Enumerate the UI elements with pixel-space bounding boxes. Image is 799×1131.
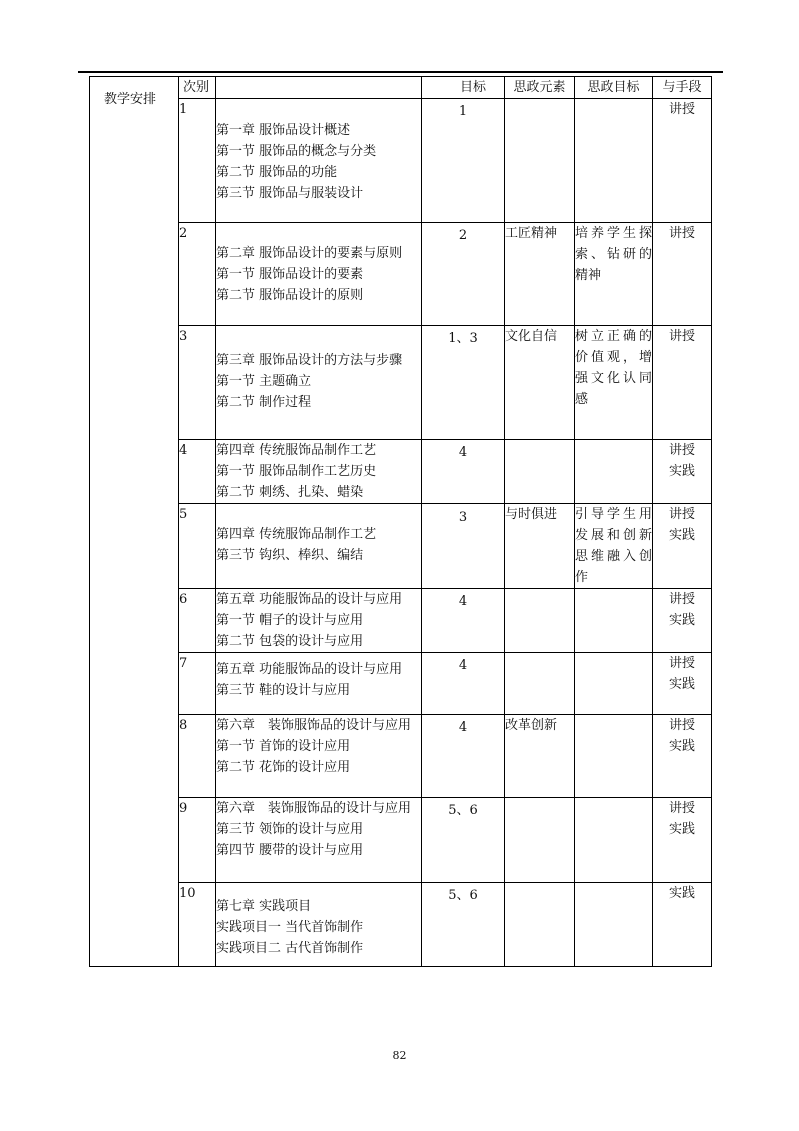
ideological-element — [505, 883, 575, 967]
header-method: 与手段 — [653, 77, 712, 99]
ideological-element — [505, 653, 575, 715]
ideological-element — [505, 798, 575, 883]
target-value: 2 — [422, 223, 505, 326]
chapter-line: 第二节 刺绣、扎染、蜡染 — [216, 485, 364, 500]
table-row — [90, 589, 712, 653]
ideological-element: 改革创新 — [505, 715, 575, 798]
target-value: 4 — [422, 589, 505, 653]
row-number: 2 — [179, 223, 216, 326]
target-value: 5、6 — [422, 798, 505, 883]
method-item: 讲授 — [668, 443, 695, 458]
chapter-line: 第二章 服饰品设计的要素与原则 — [216, 246, 403, 261]
ideological-goal — [575, 715, 653, 798]
chapter-line: 第一章 服饰品设计概述 — [216, 123, 351, 138]
chapter-line: 第一节 服饰品的概念与分类 — [216, 144, 377, 159]
ideological-element — [505, 99, 575, 223]
method-item: 讲授 — [668, 102, 695, 117]
chapter-line: 第四章 传统服饰品制作工艺 — [216, 443, 377, 458]
table-row — [90, 653, 712, 715]
row-number: 1 — [179, 99, 216, 223]
method-item: 讲授 — [668, 656, 695, 671]
chapter-line: 第六章 装饰服饰品的设计与应用 — [216, 801, 412, 816]
teaching-method — [653, 589, 712, 653]
header-goal: 思政目标 — [575, 77, 653, 99]
row-number: 9 — [179, 798, 216, 883]
method-item: 讲授 — [668, 329, 695, 344]
ideological-element — [505, 589, 575, 653]
teaching-method — [653, 504, 712, 589]
chapter-line: 第二节 制作过程 — [216, 395, 312, 410]
row-number: 8 — [179, 715, 216, 798]
chapter-content — [216, 653, 422, 715]
target-value: 4 — [422, 715, 505, 798]
page-number: 82 — [392, 1049, 407, 1062]
ideological-goal: 树立正确的价值观，增强文化认同感 — [575, 326, 653, 440]
method-item: 讲授 — [668, 507, 695, 522]
chapter-line: 实践项目一 当代首饰制作 — [216, 920, 364, 935]
row-number: 3 — [179, 326, 216, 440]
method-item: 实践 — [668, 528, 695, 543]
target-value: 5、6 — [422, 883, 505, 967]
chapter-content — [216, 798, 422, 883]
target-value: 3 — [422, 504, 505, 589]
row-number: 4 — [179, 440, 216, 504]
chapter-content — [216, 223, 422, 326]
ideological-element: 工匠精神 — [505, 223, 575, 326]
ideological-goal: 培养学生探索、钻研的精神 — [575, 223, 653, 326]
table-row — [90, 504, 712, 589]
table-row — [90, 798, 712, 883]
method-item: 实践 — [668, 677, 695, 692]
table-row — [90, 883, 712, 967]
method-item: 实践 — [668, 464, 695, 479]
header-content — [216, 77, 422, 99]
header-element: 思政元素 — [505, 77, 575, 99]
teaching-method — [653, 653, 712, 715]
ideological-goal — [575, 589, 653, 653]
chapter-line: 第一节 服饰品设计的要素 — [216, 267, 364, 282]
chapter-line: 第三章 服饰品设计的方法与步骤 — [216, 353, 403, 368]
row-number: 6 — [179, 589, 216, 653]
ideological-element: 与时俱进 — [505, 504, 575, 589]
ideological-goal — [575, 883, 653, 967]
teaching-method — [653, 798, 712, 883]
teaching-method — [653, 883, 712, 967]
row-number: 7 — [179, 653, 216, 715]
target-value: 4 — [422, 653, 505, 715]
teaching-method — [653, 440, 712, 504]
ideological-element: 文化自信 — [505, 326, 575, 440]
teaching-method — [653, 223, 712, 326]
chapter-line: 第五章 功能服饰品的设计与应用 — [216, 662, 403, 677]
ideological-goal — [575, 99, 653, 223]
method-item: 实践 — [668, 886, 695, 901]
chapter-line: 第一节 服饰品制作工艺历史 — [216, 464, 377, 479]
chapter-line: 第三节 服饰品与服装设计 — [216, 186, 364, 201]
target-value: 1、3 — [422, 326, 505, 440]
method-item: 实践 — [668, 739, 695, 754]
target-value: 1 — [422, 99, 505, 223]
section-label: 教学安排 — [90, 77, 179, 967]
target-value: 4 — [422, 440, 505, 504]
table-row — [90, 99, 712, 223]
chapter-line: 第三节 鞋的设计与应用 — [216, 683, 351, 698]
chapter-line: 第二节 服饰品的功能 — [216, 165, 338, 180]
top-rule — [78, 71, 723, 73]
row-number: 10 — [179, 883, 216, 967]
teaching-method — [653, 715, 712, 798]
chapter-line: 第三节 领饰的设计与应用 — [216, 822, 364, 837]
chapter-content — [216, 99, 422, 223]
chapter-line: 第五章 功能服饰品的设计与应用 — [216, 592, 403, 607]
chapter-content — [216, 883, 422, 967]
chapter-line: 第二节 服饰品设计的原则 — [216, 288, 364, 303]
chapter-line: 第四章 传统服饰品制作工艺 — [216, 527, 377, 542]
method-item: 讲授 — [668, 592, 695, 607]
chapter-line: 第六章 装饰服饰品的设计与应用 — [216, 718, 412, 733]
method-item: 讲授 — [668, 226, 695, 241]
header-num: 次别 — [179, 77, 216, 99]
chapter-line: 第四节 腰带的设计与应用 — [216, 843, 364, 858]
chapter-content — [216, 440, 422, 504]
teaching-method — [653, 326, 712, 440]
teaching-method — [653, 99, 712, 223]
chapter-line: 第一节 帽子的设计与应用 — [216, 613, 364, 628]
chapter-line: 第二节 花饰的设计应用 — [216, 760, 351, 775]
table-row — [90, 715, 712, 798]
method-item: 实践 — [668, 613, 695, 628]
table-row — [90, 223, 712, 326]
header-row — [90, 77, 712, 99]
chapter-line: 第二节 包袋的设计与应用 — [216, 634, 364, 649]
chapter-content — [216, 715, 422, 798]
ideological-goal — [575, 798, 653, 883]
method-item: 实践 — [668, 822, 695, 837]
table-row — [90, 440, 712, 504]
chapter-content — [216, 326, 422, 440]
table-row — [90, 326, 712, 440]
ideological-goal: 引导学生用发展和创新思维融入创作 — [575, 504, 653, 589]
ideological-element — [505, 440, 575, 504]
chapter-line: 第一节 首饰的设计应用 — [216, 739, 351, 754]
chapter-line: 第七章 实践项目 — [216, 899, 312, 914]
teaching-plan-table — [89, 76, 712, 967]
ideological-goal — [575, 440, 653, 504]
chapter-line: 第一节 主题确立 — [216, 374, 312, 389]
method-item: 讲授 — [668, 801, 695, 816]
row-number: 5 — [179, 504, 216, 589]
chapter-line: 第三节 钩织、棒织、编结 — [216, 548, 364, 563]
chapter-content — [216, 589, 422, 653]
chapter-content — [216, 504, 422, 589]
method-item: 讲授 — [668, 718, 695, 733]
chapter-line: 实践项目二 古代首饰制作 — [216, 941, 364, 956]
header-target: 目标 — [422, 77, 505, 99]
ideological-goal — [575, 653, 653, 715]
